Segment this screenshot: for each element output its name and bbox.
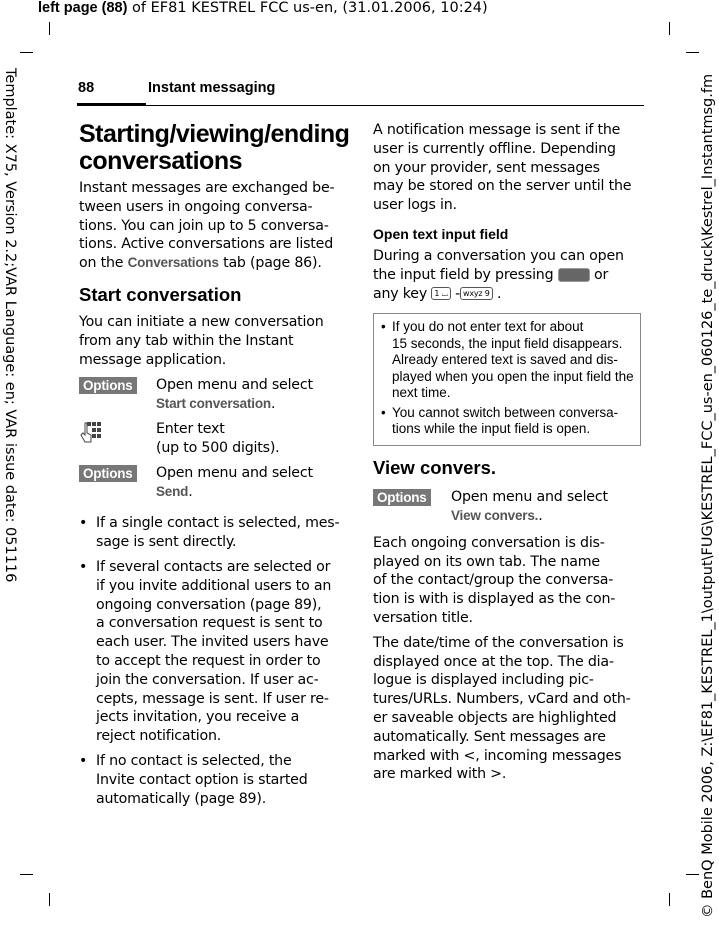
running-title: Instant messaging: [148, 80, 276, 96]
step-row: Options Open menu and select Send.: [79, 464, 349, 504]
print-header-text: of EF81 KESTREL FCC us-en, (31.01.2006, 10:24): [127, 0, 488, 16]
print-header: [38, 0, 488, 16]
section-title: Starting/viewing/ending conversations: [79, 120, 350, 175]
start-conversation-heading: Start conversation: [79, 283, 242, 305]
crop-mark: [669, 893, 670, 906]
bullet-item: • If a single contact is selected, mes- sage is sent directly.: [79, 515, 340, 551]
options-softkey: Options: [79, 465, 137, 482]
middle-key-icon: [558, 268, 590, 282]
open-input-heading: Open text input field: [373, 225, 509, 242]
menu-ref-conversations: Conversations: [127, 255, 219, 271]
step-row: Options Open menu and select Start conversation.: [79, 376, 349, 416]
template-side-text: Template: X75, Version 2.2;VAR Language: en; VAR issue date: 051116: [2, 68, 18, 583]
offline-paragraph: A notification message is sent if the user is currently offline. Depending on your provider, sent messages may be stored on the server until the user logs in.: [373, 122, 632, 214]
header-rule: [77, 105, 644, 106]
crop-mark: [20, 52, 33, 53]
crop-mark: [686, 874, 699, 875]
keypad-icon: [79, 421, 103, 445]
step-row: Options Open menu and select View convers..: [373, 488, 643, 528]
key-9: wxyz 9: [460, 287, 493, 300]
copyright-side-text: © BenQ Mobile 2006, Z:\EF81_KESTREL_1\output\FUG\KESTREL_FCC_us-en_060126_te_druck\Kestrel_Instantmsg.fm: [700, 73, 716, 918]
open-input-paragraph: During a conversation you can open the input field by pressing or any key 1 ⌴ - wxyz 9 .: [373, 247, 624, 302]
print-header-bold: left page (88): [38, 0, 128, 16]
crop-mark: [20, 874, 33, 875]
view-convers-heading: View convers.: [373, 456, 497, 478]
left-column: [79, 121, 349, 808]
options-softkey: Options: [373, 489, 431, 506]
crop-mark: [669, 22, 670, 35]
bullet-item: • If no contact is selected, the Invite contact option is started automatically (page 89).: [79, 752, 308, 807]
crop-mark: [686, 52, 699, 53]
page-number: 88: [78, 80, 95, 96]
step-row: Enter text (up to 500 digits).: [79, 420, 349, 460]
options-softkey: Options: [79, 377, 137, 394]
intro-paragraph: Instant messages are exchanged be- tween users in ongoing conversa- tions. You can join up to 5 conversa- tions. Active conversations are listed on the Conversations tab (page 86).: [79, 180, 335, 272]
start-paragraph: You can initiate a new conversation from any tab within the Instant message application.: [79, 313, 324, 368]
crop-mark: [49, 893, 50, 906]
bullet-item: • If several contacts are selected or if you invite additional users to an ongoing conversation (page 89), a conversation request is sent to each user. The invited users have to accept the request in order to join the conversation. If user ac- cepts, message is sent. If user re- jects invitation, you receive a reject notification.: [79, 558, 332, 745]
note-item: • If you do not enter text for about 15 seconds, the input field disappears. Already entered text is saved and dis- played when you open the input field the next time.: [381, 319, 634, 401]
key-1: 1 ⌴: [431, 287, 450, 300]
tabs-paragraph: Each ongoing conversation is dis- played on its own tab. The name of the contact/group the conversa- tion is with is displayed as the con- versation title.: [373, 534, 616, 627]
note-item: • You cannot switch between conversa- tions while the input field is open.: [381, 404, 619, 437]
datetime-paragraph: The date/time of the conversation is displayed once at the top. The dia- logue is displayed including pic- tures/URLs. Numbers, vCard and oth- er saveable objects are highlighted automatically. Sent messages are marked with <, incoming messages are marked with >.: [373, 634, 631, 783]
right-column: [373, 121, 643, 784]
note-box: [373, 313, 641, 446]
crop-mark: [49, 22, 50, 35]
